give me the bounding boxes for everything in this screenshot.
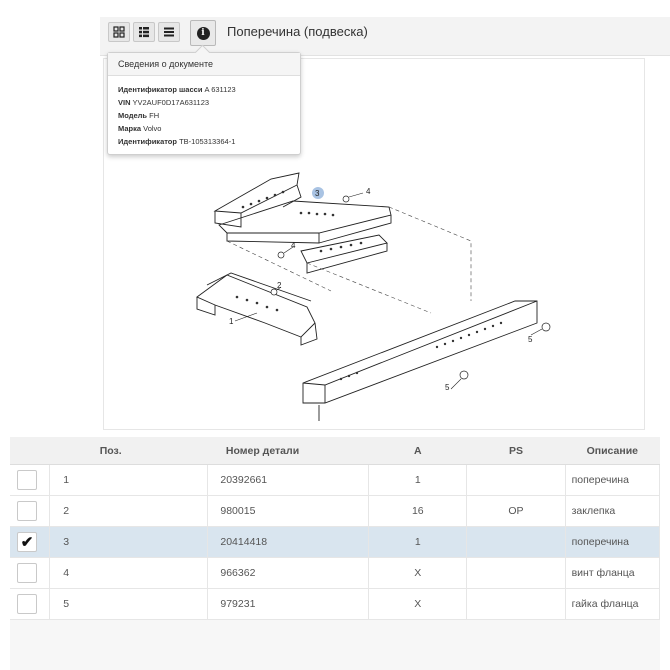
cell-description: гайка фланца xyxy=(565,589,659,620)
table-row[interactable] xyxy=(10,558,660,589)
list-view-button[interactable] xyxy=(158,22,180,42)
list-view-icon xyxy=(163,26,175,38)
cell-description: заклепка xyxy=(565,496,659,527)
table-row[interactable] xyxy=(10,496,660,527)
cell-ps xyxy=(467,558,565,589)
row-checkbox[interactable] xyxy=(17,532,37,552)
header-ps[interactable]: PS xyxy=(467,437,565,465)
cell-description: поперечина xyxy=(565,465,659,496)
cell-position: 3 xyxy=(50,527,208,558)
list-detail-view-icon xyxy=(138,26,150,38)
row-select-cell xyxy=(10,558,50,589)
table-row[interactable] xyxy=(10,589,660,620)
info-row-identifier: Идентификатор TB-105313364-1 xyxy=(118,137,236,146)
cell-ps xyxy=(467,527,565,558)
row-checkbox[interactable] xyxy=(17,470,37,490)
table-header-row xyxy=(10,437,660,465)
cell-part-number: 20392661 xyxy=(208,465,369,496)
callout-2[interactable]: 2 xyxy=(277,281,282,290)
table-row[interactable] xyxy=(10,465,660,496)
popover-title: Сведения о документе xyxy=(108,53,300,76)
parts-table xyxy=(10,437,660,620)
header-description[interactable]: Описание xyxy=(565,437,659,465)
header-select xyxy=(10,437,50,465)
row-select-cell xyxy=(10,527,50,558)
cell-a: 16 xyxy=(369,496,467,527)
cell-position: 2 xyxy=(50,496,208,527)
cell-a: 1 xyxy=(369,465,467,496)
header-a[interactable]: A xyxy=(369,437,467,465)
grid-view-icon xyxy=(113,26,125,38)
popover-body xyxy=(108,76,300,148)
callout-5b[interactable]: 5 xyxy=(445,383,450,392)
callout-5a[interactable]: 5 xyxy=(528,335,533,344)
callout-1[interactable]: 1 xyxy=(229,317,234,326)
info-row-make: Марка Volvo xyxy=(118,124,162,133)
cell-ps xyxy=(467,589,565,620)
cell-part-number: 979231 xyxy=(208,589,369,620)
table-footer-area xyxy=(10,620,660,670)
cell-ps xyxy=(467,465,565,496)
cell-position: 5 xyxy=(50,589,208,620)
list-detail-view-button[interactable] xyxy=(133,22,155,42)
cell-description: винт фланца xyxy=(565,558,659,589)
callout-4b[interactable]: 4 xyxy=(291,241,296,250)
callout-3[interactable]: 3 xyxy=(315,189,320,198)
row-select-cell xyxy=(10,465,50,496)
document-title: Поперечина (подвеска) xyxy=(227,24,368,39)
row-select-cell xyxy=(10,496,50,527)
info-row-vin: VIN YV2AUF0D17A631123 xyxy=(118,98,210,107)
info-icon: i xyxy=(197,27,210,40)
row-checkbox[interactable] xyxy=(17,563,37,583)
info-row-model: Модель FH xyxy=(118,111,160,120)
cell-a: 1 xyxy=(369,527,467,558)
toolbar xyxy=(100,17,670,56)
cell-a: X xyxy=(369,589,467,620)
cell-description: поперечина xyxy=(565,527,659,558)
cell-part-number: 966362 xyxy=(208,558,369,589)
cell-part-number: 980015 xyxy=(208,496,369,527)
info-button[interactable] xyxy=(190,20,216,46)
header-position[interactable]: Поз. xyxy=(50,437,208,465)
header-part-number[interactable]: Номер детали xyxy=(208,437,369,465)
row-checkbox[interactable] xyxy=(17,594,37,614)
info-row-chassis-id: Идентификатор шасси A 631123 xyxy=(118,85,236,94)
row-select-cell xyxy=(10,589,50,620)
grid-view-button[interactable] xyxy=(108,22,130,42)
cell-part-number: 20414418 xyxy=(208,527,369,558)
row-checkbox[interactable] xyxy=(17,501,37,521)
callout-4a[interactable]: 4 xyxy=(366,187,371,196)
cell-position: 1 xyxy=(50,465,208,496)
table-row[interactable] xyxy=(10,527,660,558)
check-mark-icon: ✔ xyxy=(20,534,34,551)
document-info-popover xyxy=(107,52,301,155)
cell-a: X xyxy=(369,558,467,589)
cell-position: 4 xyxy=(50,558,208,589)
cell-ps: OP xyxy=(467,496,565,527)
